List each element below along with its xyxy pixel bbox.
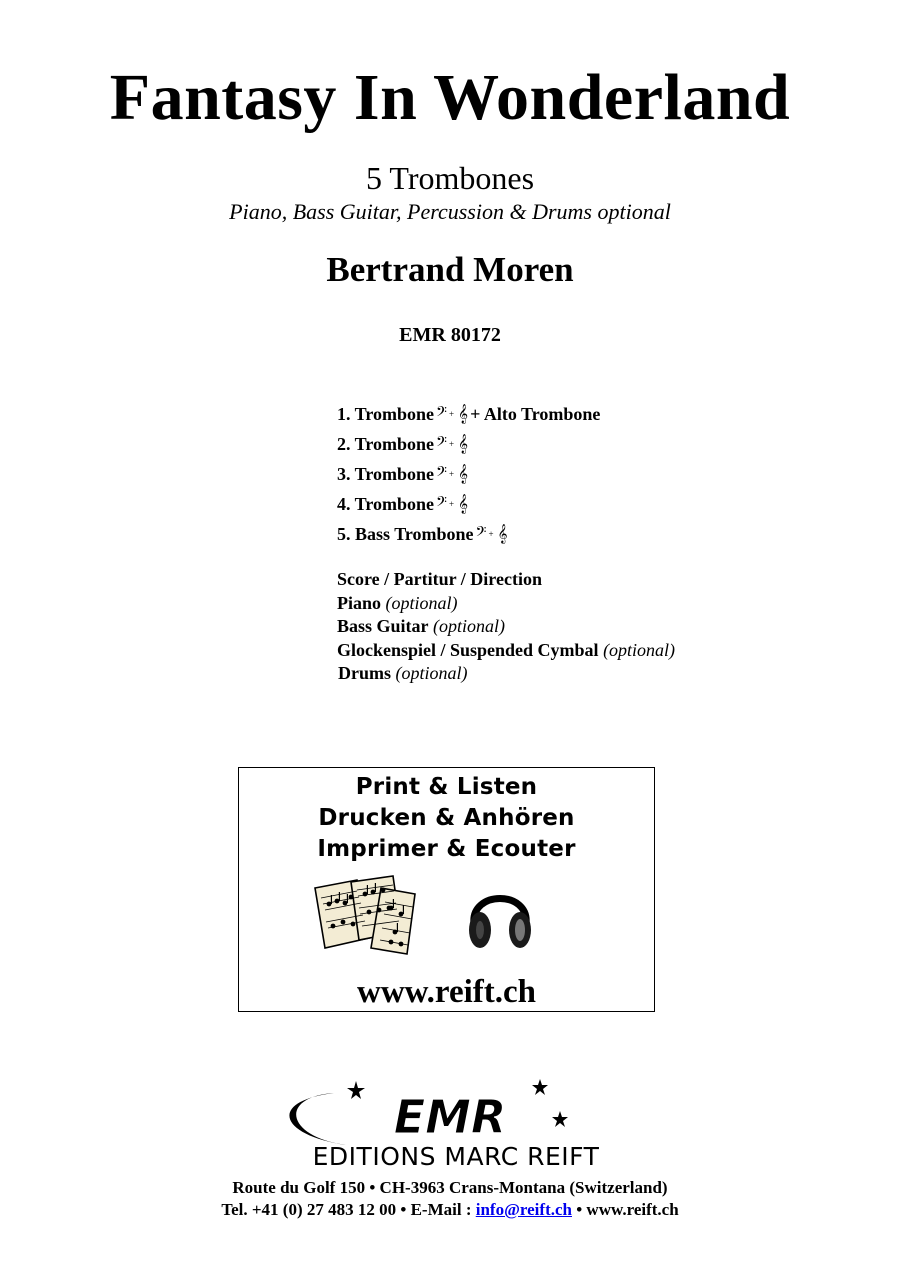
- extra-item-piano: Piano (optional): [337, 592, 458, 613]
- address-line: Route du Golf 150 • CH-3963 Crans-Montana (Switzerland): [232, 1178, 668, 1197]
- contact-line: Tel. +41 (0) 27 483 12 00 • E-Mail : info@reift.ch • www.reift.ch: [221, 1200, 679, 1219]
- part-item: 4. Trombone 𝄢 + 𝄞: [337, 489, 737, 519]
- headphones-icon: [464, 876, 536, 952]
- promo-line-german: Drucken & Anhören: [318, 805, 575, 831]
- part-item: 3. Trombone 𝄢 + 𝄞: [337, 459, 737, 489]
- part-label: 2. Trombone: [337, 434, 435, 454]
- part-label: 4. Trombone: [337, 494, 435, 514]
- bass-clef-icon: 𝄢: [436, 404, 447, 423]
- extra-item-score: Score / Partitur / Direction: [337, 569, 542, 589]
- part-suffix: + Alto Trombone: [470, 404, 601, 424]
- treble-clef-icon: 𝄞: [458, 464, 469, 483]
- treble-clef-icon: 𝄞: [458, 434, 469, 453]
- emr-logo: [238, 1075, 678, 1171]
- promo-line-english: Print & Listen: [355, 774, 538, 800]
- promo-website[interactable]: www.reift.ch: [356, 974, 537, 1010]
- part-item: 5. Bass Trombone 𝄢 + 𝄞: [337, 519, 737, 549]
- composer: Bertrand Moren: [326, 250, 574, 289]
- bass-clef-icon: 𝄢: [475, 524, 487, 543]
- page-title: Fantasy In Wonderland: [109, 61, 791, 134]
- email-link[interactable]: info@reift.ch: [475, 1200, 572, 1219]
- bass-clef-icon: 𝄢: [436, 494, 447, 513]
- optional-instruments: Piano, Bass Guitar, Percussion & Drums optional: [229, 199, 671, 224]
- catalog-number: EMR 80172: [399, 324, 501, 346]
- treble-clef-icon: 𝄞: [458, 494, 469, 513]
- part-label: 1. Trombone: [337, 404, 435, 424]
- treble-clef-icon: 𝄞: [458, 404, 469, 423]
- bass-clef-icon: 𝄢: [436, 434, 447, 453]
- extra-parts-list: [337, 568, 797, 686]
- extra-item-glockenspiel: Glockenspiel / Suspended Cymbal (optional): [337, 639, 676, 660]
- extra-item-drums: Drums (optional): [338, 663, 468, 683]
- parts-list: [337, 399, 737, 549]
- extra-item-bass-guitar: Bass Guitar (optional): [337, 616, 506, 636]
- part-item: 2. Trombone 𝄢 + 𝄞: [337, 429, 737, 459]
- part-label: 5. Bass Trombone: [337, 524, 474, 544]
- instrumentation: 5 Trombones: [365, 160, 535, 196]
- treble-clef-icon: 𝄞: [497, 524, 508, 543]
- part-label: 3. Trombone: [337, 464, 435, 484]
- part-item: 1. Trombone 𝄢 + 𝄞 + Alto Trombone: [337, 399, 737, 429]
- publisher-address: [0, 1177, 900, 1221]
- print-listen-box: [238, 767, 655, 1012]
- sheet-music-icon: [311, 874, 423, 956]
- logo-emblem-text: EMR: [393, 1090, 507, 1144]
- bass-clef-icon: 𝄢: [436, 464, 447, 483]
- promo-line-french: Imprimer & Ecouter: [317, 836, 576, 862]
- logo-publisher-text: EDITIONS MARC REIFT: [312, 1142, 600, 1171]
